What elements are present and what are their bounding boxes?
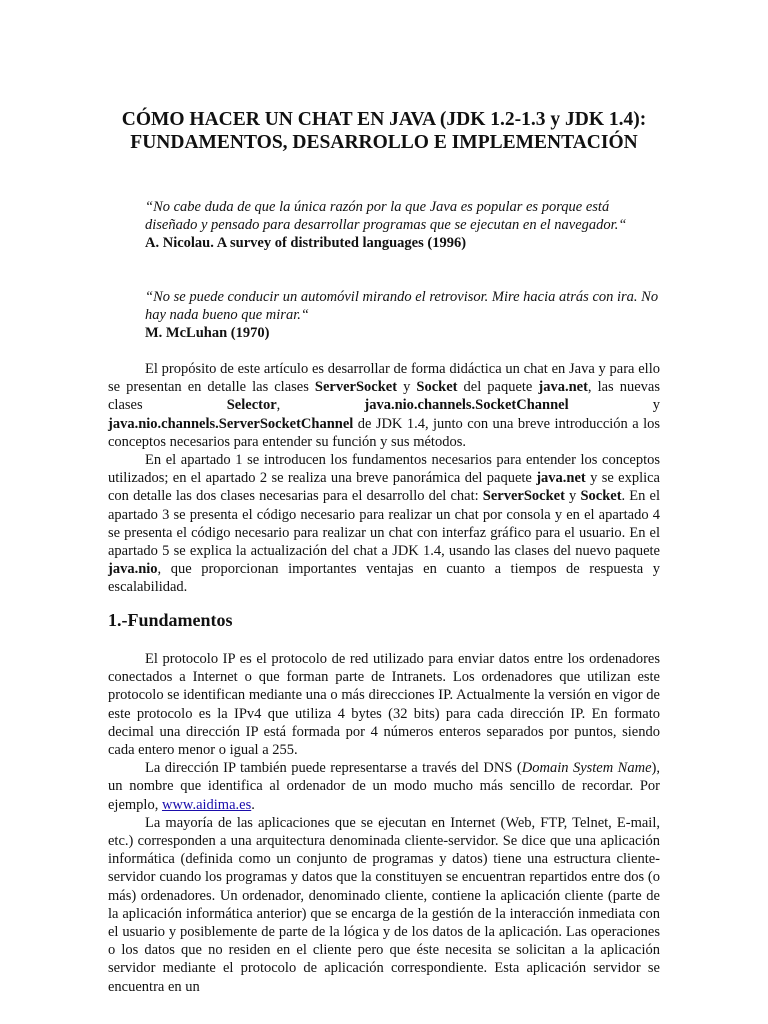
epigraph-1 xyxy=(145,198,665,252)
introduction xyxy=(108,360,660,597)
text-run: El propósito de este artículo es desarrollar de forma didáctica un chat en Java y para ello se presentan en detalle las clases xyxy=(108,361,660,396)
class-name: java.nio.channels.ServerSocketChannel xyxy=(108,415,354,432)
epigraph-2-text: “No se puede conducir un automóvil mirando el retrovisor. Mire hacia atrás con ira. No hay nada bueno que mirar.“ xyxy=(145,289,659,323)
text-run: , xyxy=(276,397,365,414)
section-1-paragraph-3: La mayoría de las aplicaciones que se ejecutan en Internet (Web, FTP, Telnet, E-mail, etc.) corresponden a una arquitectura denominada cliente-servidor. Se dice que una aplicación informática (definida como un conjunto de programas y datos) tiene una estructura cliente-servidor cuando los programas y datos que la constituyen se encuentran repartidos entre dos (o más) ordenadores. Un ordenador, denominado cliente, contiene la aplicación cliente (parte de la aplicación informática anterior) que se encarga de la gestión de la interacción inmediata con el usuario y posiblemente de parte de la lógica y de los datos de la aplicación. Las operaciones o los datos que no residen en el cliente pero que éste necesita se solicitan a la aplicación servidor mediante el protocolo de aplicación correspondiente. Esta aplicación servidor se encuentra en un xyxy=(108,814,660,995)
section-1-paragraph-2 xyxy=(108,759,660,814)
class-name: Socket xyxy=(416,379,458,396)
text-run: y xyxy=(397,379,417,396)
intro-paragraph-2 xyxy=(108,451,660,597)
text-run: del paquete xyxy=(457,379,539,396)
text-run: La dirección IP también puede representarse a través del DNS ( xyxy=(145,760,522,777)
class-name: java.nio.channels.SocketChannel xyxy=(364,397,569,414)
class-name: Selector xyxy=(226,397,277,414)
section-1-heading: 1.-Fundamentos xyxy=(108,610,233,630)
text-run: de JDK 1.4, junto con una breve introducción a los conceptos necesarios para entender su función y sus métodos. xyxy=(108,415,660,450)
package-name: java.net xyxy=(538,379,588,396)
package-name: java.net xyxy=(536,470,586,487)
text-run: y xyxy=(568,397,660,414)
section-1-paragraph-1: El protocolo IP es el protocolo de red utilizado para enviar datos entre los ordenadores conectados a Internet o que forman parte de Intranets. Los ordenadores que utilizan este protocolo se identifican mediante una o más direcciones IP. Actualmente la versión en vigor de este protocolo es la IPv4 que utiliza 4 bytes (32 bits) para cada dirección IP. En formato decimal una dirección IP está formada por 4 números enteros separados por puntos, siendo cada entero menor o igual a 255. xyxy=(108,651,660,759)
text-run: . En el apartado 3 se presenta el código necesario para realizar un chat por consola y en el apartado 4 se presenta el código necesario para realizar un chat con interfaz gráfico para el usuario. En el apartado 5 se explica la actualización del chat a JDK 1.4, usando las clases del nuevo paquete xyxy=(108,488,661,560)
text-run: , las nuevas clases xyxy=(108,379,660,414)
text-run: . xyxy=(251,796,255,813)
section-1-body xyxy=(108,650,660,996)
class-name: Socket xyxy=(580,488,622,505)
epigraph-2-author: M. McLuhan (1970) xyxy=(145,325,270,341)
intro-paragraph-1 xyxy=(108,360,660,451)
aidima-link[interactable]: www.aidima.es xyxy=(161,796,252,813)
text-run: y se explica con detalle las dos clases necesarias para el desarrollo del chat: xyxy=(108,470,660,505)
epigraph-1-text: “No cabe duda de que la única razón por la que Java es popular es porque está diseñado y pensado para desarrollar programas que se ejecutan en el navegador.“ xyxy=(145,199,627,233)
text-run: y xyxy=(564,488,581,505)
text-run: En el apartado 1 se introducen los fundamentos necesarios para entender los conceptos utilizados; en el apartado 2 se realiza una breve panorámica del paquete xyxy=(108,452,660,487)
document-title: CÓMO HACER UN CHAT EN JAVA (JDK 1.2-1.3 y JDK 1.4): FUNDAMENTOS, DESARROLLO E IMPLEMENTACIÓN xyxy=(121,109,647,153)
class-name: ServerSocket xyxy=(482,488,565,505)
text-run: , que proporcionan importantes ventajas en cuanto a tiempos de respuesta y escalabilidad. xyxy=(108,561,660,596)
class-name: ServerSocket xyxy=(314,379,398,396)
text-run: ), un nombre que identifica al ordenador de un modo mucho más sencillo de recordar. Por ejemplo, xyxy=(108,760,660,813)
epigraph-1-author: A. Nicolau. A survey of distributed languages (1996) xyxy=(145,235,467,251)
epigraph-2 xyxy=(145,288,665,342)
package-name: java.nio xyxy=(108,561,158,578)
dns-expansion: Domain System Name xyxy=(521,760,652,777)
